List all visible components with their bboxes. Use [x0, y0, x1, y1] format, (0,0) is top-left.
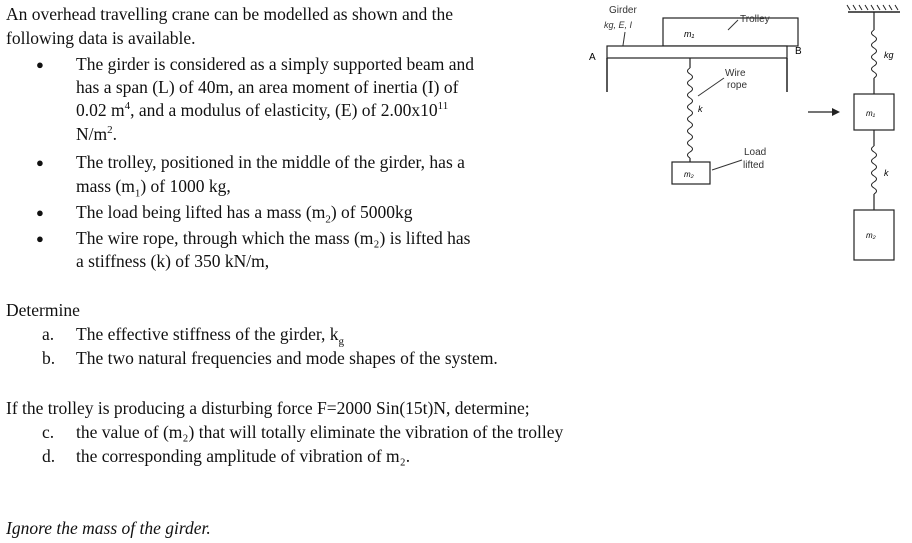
support-b-label: B: [795, 46, 802, 57]
question-c-text: the value of (m₂) that will totally eliminate the vibration of the trolley: [76, 422, 564, 442]
model-kg-spring: [872, 30, 877, 78]
rope-k-label: k: [698, 104, 703, 114]
girder-props-label: kg, E, I: [604, 20, 633, 30]
load-lifted-label-2: lifted: [743, 160, 765, 171]
girder-bullet-line-3: 0.02 $m^4$, and a modulus of elasticity, (E) of $2.00x10^{11}$: [76, 100, 449, 120]
equivalence-arrow-head: [832, 108, 840, 116]
model-m2-label: m₂: [866, 231, 876, 240]
bullet-marker: ●: [36, 155, 44, 170]
load-pointer: [712, 160, 742, 170]
note-ignore-mass: Ignore the mass of the girder.: [6, 518, 211, 538]
load-bullet-line-1: The load being lifted has a mass $(m_2)$ of 5000kg: [76, 202, 413, 226]
girder-bullet-line-2: has a span (L) of 40m, an area moment of inertia (I) of: [76, 77, 459, 97]
trolley-bullet-line-2: mass $(m_1)$ of 1000 kg,: [76, 176, 231, 200]
bullet-marker: ●: [36, 57, 44, 72]
girder-bullet-line-4: $N/m^2$.: [76, 124, 117, 144]
load-lifted-label-1: Load: [744, 147, 767, 158]
question-c-label: c.: [42, 422, 55, 442]
trolley-bullet-line-1: The trolley, positioned in the middle of the girder, has a: [76, 152, 465, 172]
girder-beam: [607, 46, 787, 58]
forcing-intro: If the trolley is producing a disturbing force F=2000 Sin(15t)N, determine;: [6, 398, 530, 418]
question-b-label: b.: [42, 348, 56, 368]
model-k-label: k: [884, 168, 889, 178]
wire-rope-label-1: Wire: [725, 68, 746, 79]
load-m2-label: m₂: [684, 170, 694, 179]
question-a-label: a.: [42, 324, 55, 344]
girder-bullet-line-1: The girder is considered as a simply supported beam and: [76, 54, 475, 74]
rope-bullet-line-2: a stiffness (k) of 350 kN/m,: [76, 251, 270, 271]
trolley-m1-label: m₁: [684, 29, 695, 39]
question-b-text: The two natural frequencies and mode shapes of the system.: [76, 348, 498, 368]
question-d-label: d.: [42, 446, 56, 466]
support-a-label: A: [589, 52, 596, 63]
model-m1-label: m₁: [866, 109, 876, 118]
trolley-label: Trolley: [740, 14, 770, 25]
wire-rope-label-2: rope: [727, 80, 748, 91]
rope-bullet-line-1: The wire rope, through which the mass (m₂) is lifted has: [76, 228, 471, 248]
wire-rope-pointer: [698, 78, 724, 96]
model-ground-hatch: [847, 5, 898, 10]
model-kg-label: kg: [884, 50, 894, 60]
bullet-marker: ●: [36, 231, 44, 246]
question-d-text: the corresponding amplitude of vibration of m₂.: [76, 446, 411, 466]
intro-line-1: An overhead travelling crane can be modelled as shown and the: [6, 4, 454, 24]
model-k-spring: [872, 146, 877, 194]
rope-spring: [688, 68, 693, 158]
question-a-text: The effective stiffness of the girder, $k_g$: [76, 324, 345, 348]
determine-heading: Determine: [6, 300, 80, 320]
intro-line-2: following data is available.: [6, 28, 196, 48]
bullet-marker: ●: [36, 205, 44, 220]
girder-label: Girder: [609, 5, 637, 16]
